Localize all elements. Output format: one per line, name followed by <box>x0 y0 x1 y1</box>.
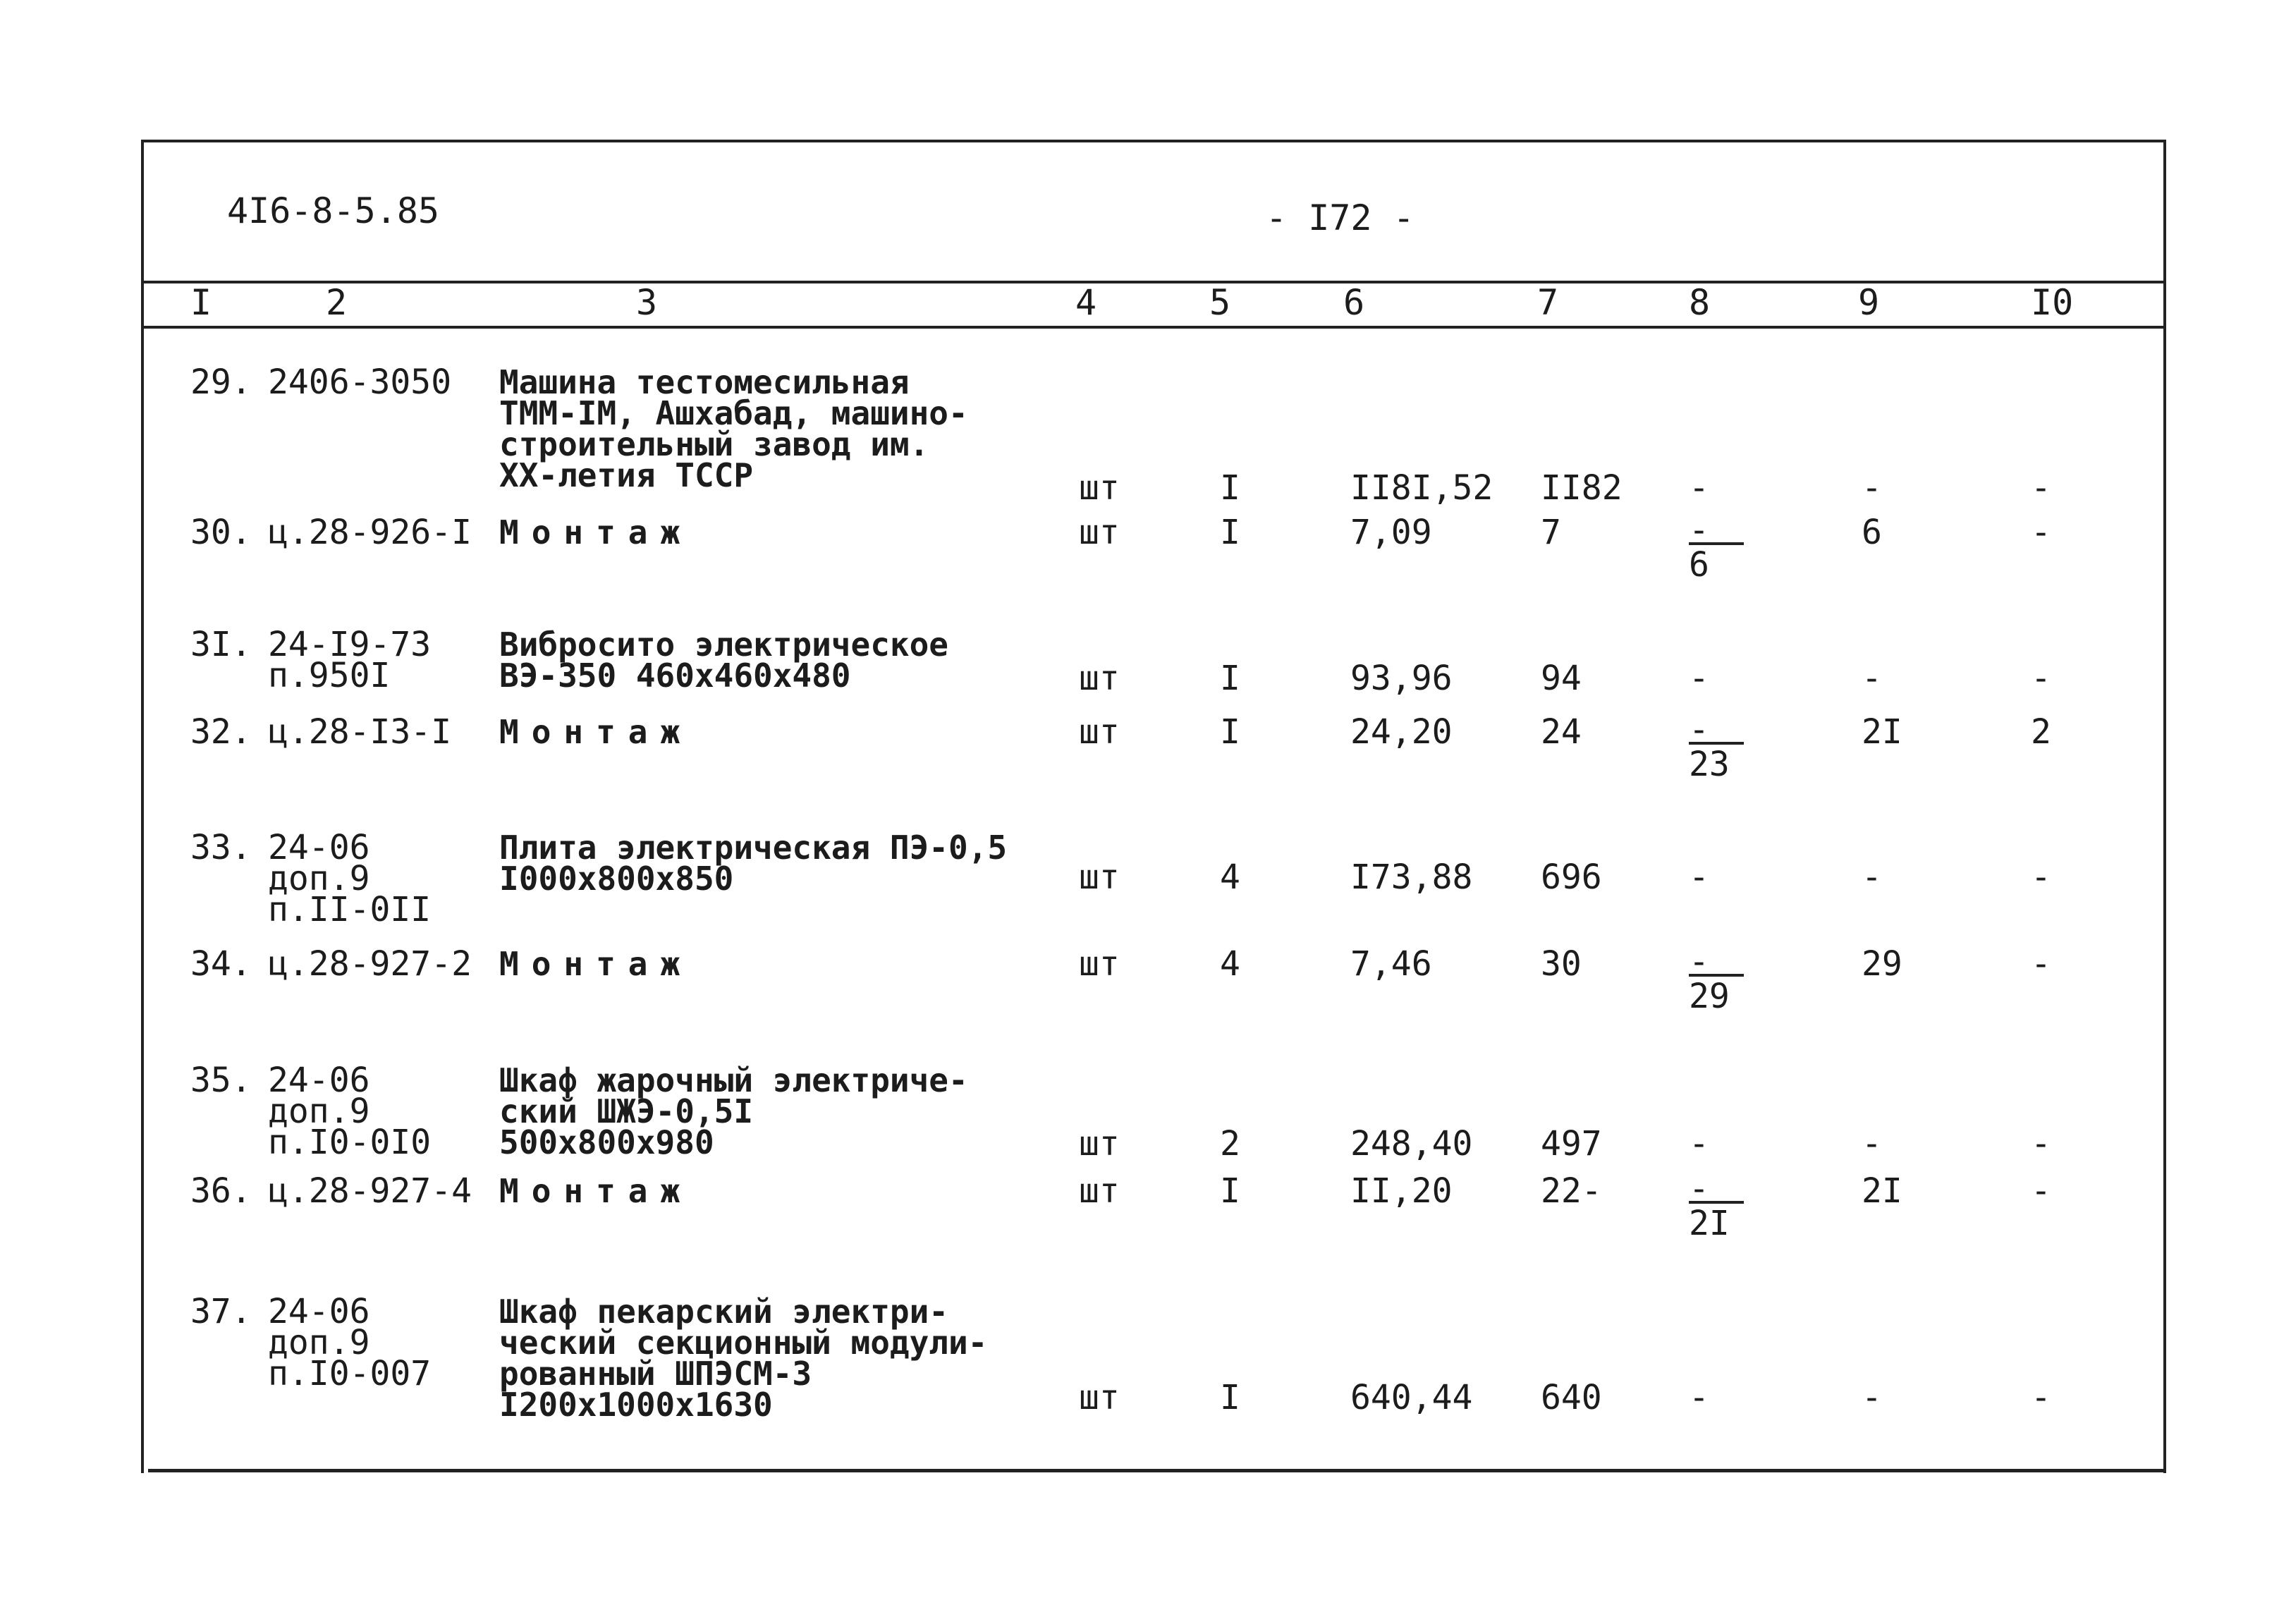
column-header-divider <box>141 326 2163 329</box>
row-number: 36. <box>190 1171 252 1211</box>
row-col8: - <box>1689 1124 1709 1164</box>
row-description-line: Монтаж <box>499 945 693 983</box>
row-description-line: Шкаф жарочный электриче- <box>499 1061 968 1099</box>
row-quantity: 2 <box>1220 1124 1240 1164</box>
row-code-line: доп.9 <box>268 859 370 898</box>
row-quantity: I <box>1220 513 1240 552</box>
row-quantity: I <box>1220 1171 1240 1211</box>
row-col8: - <box>1689 468 1709 508</box>
row-total: II82 <box>1541 468 1623 508</box>
row-code-line: 24-06 <box>268 1292 370 1331</box>
row-col10: - <box>2031 513 2051 552</box>
document-code: 4I6-8-5.85 <box>227 190 440 231</box>
row-description-line: I200x1000x1630 <box>499 1386 773 1424</box>
row-code-line: ц.28-927-4 <box>268 1171 472 1211</box>
column-header-2: 2 <box>326 282 348 323</box>
column-header-5: 5 <box>1209 282 1231 323</box>
row-code-line: доп.9 <box>268 1092 370 1131</box>
row-col8-fraction <box>1689 942 1744 1016</box>
fraction-bottom: 23 <box>1689 745 1730 784</box>
row-total: 7 <box>1541 513 1561 552</box>
row-unit-price: 24,20 <box>1350 712 1453 752</box>
row-description-line: XX-летия ТССР <box>499 456 754 494</box>
row-code-line: п.950I <box>268 656 391 695</box>
row-unit-price: I73,88 <box>1350 857 1473 897</box>
row-description-line: Шкаф пекарский электри- <box>499 1293 948 1331</box>
row-col10: - <box>2031 1124 2051 1164</box>
row-unit: шт <box>1079 468 1120 508</box>
row-unit-price: II8I,52 <box>1350 468 1493 508</box>
row-col8-fraction <box>1689 511 1744 585</box>
row-col8-fraction <box>1689 710 1744 784</box>
row-description-line: ский ШЖЭ-0,5I <box>499 1092 754 1130</box>
row-number: 34. <box>190 944 252 984</box>
row-total: 497 <box>1541 1124 1602 1164</box>
fraction-top: - <box>1689 710 1709 750</box>
row-total: 24 <box>1541 712 1582 752</box>
row-code-line: п.I0-007 <box>268 1354 432 1393</box>
row-quantity: I <box>1220 712 1240 752</box>
row-col9: - <box>1862 468 1882 508</box>
row-number: 3I. <box>190 625 252 664</box>
row-col10: 2 <box>2031 712 2051 752</box>
row-unit: шт <box>1079 857 1120 897</box>
column-header-4: 4 <box>1075 282 1097 323</box>
row-code-line: 2406-3050 <box>268 362 452 402</box>
row-col9: 6 <box>1862 513 1882 552</box>
row-number: 35. <box>190 1061 252 1100</box>
row-unit-price: 248,40 <box>1350 1124 1473 1164</box>
row-code-line: п.II-0II <box>268 890 432 929</box>
row-unit: шт <box>1079 1378 1120 1417</box>
row-total: 94 <box>1541 659 1582 698</box>
row-code-line: 24-06 <box>268 828 370 867</box>
row-description-line: ческий секционный модули- <box>499 1324 988 1362</box>
row-col10: - <box>2031 468 2051 508</box>
column-header-9: 9 <box>1858 282 1880 323</box>
row-col8: - <box>1689 1378 1709 1417</box>
row-description-line: ВЭ-350 460x460x480 <box>499 657 851 695</box>
row-description-line: строительный завод им. <box>499 425 929 463</box>
row-col10: - <box>2031 1171 2051 1211</box>
row-col8-fraction <box>1689 1169 1744 1243</box>
row-total: 22- <box>1541 1171 1602 1211</box>
row-quantity: I <box>1220 659 1240 698</box>
fraction-top: - <box>1689 942 1709 982</box>
row-col9: 2I <box>1862 712 1902 752</box>
row-number: 33. <box>190 828 252 867</box>
fraction-top: - <box>1689 1169 1709 1209</box>
row-unit: шт <box>1079 1124 1120 1164</box>
row-unit-price: 7,09 <box>1350 513 1432 552</box>
row-code-line: ц.28-927-2 <box>268 944 472 984</box>
row-quantity: I <box>1220 1378 1240 1417</box>
row-code-line: 24-I9-73 <box>268 625 432 664</box>
row-code-line: ц.28-I3-I <box>268 712 452 752</box>
row-description-line: рованный ШПЭСМ-3 <box>499 1355 812 1393</box>
row-col10: - <box>2031 659 2051 698</box>
fraction-top: - <box>1689 511 1709 550</box>
page-number: - I72 - <box>1266 197 1415 238</box>
row-number: 29. <box>190 362 252 402</box>
fraction-bottom: 29 <box>1689 977 1730 1016</box>
row-col10: - <box>2031 857 2051 897</box>
row-unit-price: II,20 <box>1350 1171 1453 1211</box>
row-number: 37. <box>190 1292 252 1331</box>
row-col8: - <box>1689 857 1709 897</box>
row-unit-price: 640,44 <box>1350 1378 1473 1417</box>
row-description-line: Машина тестомесильная <box>499 363 910 401</box>
row-col8: - <box>1689 659 1709 698</box>
row-unit-price: 93,96 <box>1350 659 1453 698</box>
bottom-rule <box>148 1469 2165 1472</box>
row-description-line: Монтаж <box>499 713 693 751</box>
row-number: 32. <box>190 712 252 752</box>
row-col9: - <box>1862 659 1882 698</box>
row-unit-price: 7,46 <box>1350 944 1432 984</box>
column-header-7: 7 <box>1537 282 1559 323</box>
row-unit: шт <box>1079 659 1120 698</box>
row-col9: 2I <box>1862 1171 1902 1211</box>
row-col9: - <box>1862 857 1882 897</box>
row-code-line: ц.28-926-I <box>268 513 472 552</box>
row-col10: - <box>2031 944 2051 984</box>
row-total: 696 <box>1541 857 1602 897</box>
row-description-line: Монтаж <box>499 1172 693 1210</box>
row-col9: - <box>1862 1124 1882 1164</box>
column-header-6: 6 <box>1343 282 1365 323</box>
row-code-line: доп.9 <box>268 1323 370 1362</box>
row-description-line: Плита электрическая ПЭ-0,5 <box>499 829 1008 867</box>
fraction-bottom: 6 <box>1689 545 1709 585</box>
row-description-line: Монтаж <box>499 513 693 551</box>
row-quantity: 4 <box>1220 857 1240 897</box>
row-unit: шт <box>1079 712 1120 752</box>
row-code-line: 24-06 <box>268 1061 370 1100</box>
row-quantity: 4 <box>1220 944 1240 984</box>
row-description-line: I000x800x850 <box>499 860 734 898</box>
row-number: 30. <box>190 513 252 552</box>
row-unit: шт <box>1079 944 1120 984</box>
row-quantity: I <box>1220 468 1240 508</box>
row-unit: шт <box>1079 1171 1120 1211</box>
table-frame <box>141 140 2166 1473</box>
row-col9: 29 <box>1862 944 1902 984</box>
row-description-line: ТММ-IM, Ашхабад, машино- <box>499 394 968 432</box>
row-description-line: Вибросито электрическое <box>499 625 948 664</box>
row-total: 30 <box>1541 944 1582 984</box>
row-col10: - <box>2031 1378 2051 1417</box>
row-total: 640 <box>1541 1378 1602 1417</box>
row-description-line: 500x800x980 <box>499 1123 714 1161</box>
column-header-10: I0 <box>2031 282 2074 323</box>
column-header-3: 3 <box>636 282 658 323</box>
row-unit: шт <box>1079 513 1120 552</box>
column-header-1: I <box>190 282 212 323</box>
fraction-bottom: 2I <box>1689 1204 1730 1243</box>
row-col9: - <box>1862 1378 1882 1417</box>
column-header-8: 8 <box>1689 282 1711 323</box>
row-code-line: п.I0-0I0 <box>268 1123 432 1162</box>
